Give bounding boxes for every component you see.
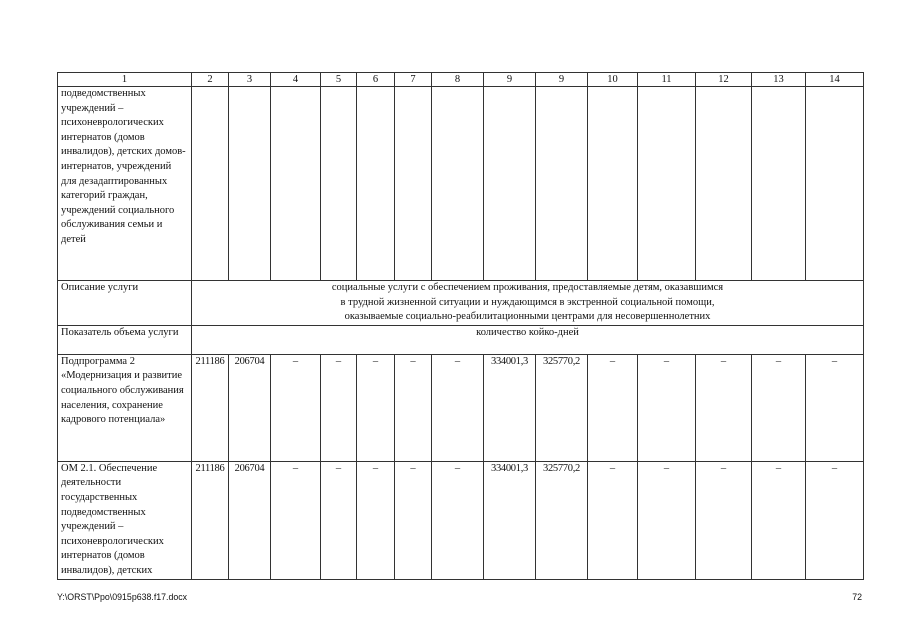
value-cell: – [752, 461, 806, 579]
row-label: подведомственных учреждений – психоневрологических интернатов (домов инвалидов), детских домов-интернатов, учреждений для дезадаптированных категорий граждан, учреждений социального обслуживания семьи и детей [58, 87, 192, 281]
row-label: Описание услуги [58, 281, 192, 326]
value-cell: 206704 [229, 461, 271, 579]
table-row [58, 354, 864, 461]
value-cell: – [806, 461, 864, 579]
row-label: Показатель объема услуги [58, 325, 192, 354]
value-cell: – [588, 461, 638, 579]
service-description [192, 281, 864, 326]
header-cell: 6 [357, 73, 395, 87]
value-cell: – [638, 354, 696, 461]
header-cell: 10 [588, 73, 638, 87]
value-cell: – [638, 461, 696, 579]
header-cell: 2 [192, 73, 229, 87]
header-cell: 13 [752, 73, 806, 87]
header-cell: 11 [638, 73, 696, 87]
header-cell: 8 [432, 73, 484, 87]
value-cell: – [357, 461, 395, 579]
header-cell: 1 [58, 73, 192, 87]
value-cell: – [321, 461, 357, 579]
data-table [57, 72, 864, 580]
header-cell: 12 [696, 73, 752, 87]
header-cell: 5 [321, 73, 357, 87]
value-cell: – [271, 354, 321, 461]
table-row [58, 325, 864, 354]
value-cell: 211186 [192, 461, 229, 579]
table-row [58, 461, 864, 579]
table-row [58, 281, 864, 326]
value-cell: 325770,2 [536, 461, 588, 579]
value-cell: – [321, 354, 357, 461]
page-number: 72 [852, 592, 862, 602]
footer-file-path: Y:\ORST\Ppo\0915p638.f17.docx [57, 592, 188, 602]
value-cell: 206704 [229, 354, 271, 461]
value-cell: – [357, 354, 395, 461]
table-row [58, 87, 864, 281]
header-cell: 4 [271, 73, 321, 87]
value-cell: – [395, 354, 432, 461]
value-cell: – [432, 354, 484, 461]
value-cell: – [271, 461, 321, 579]
value-cell: – [806, 354, 864, 461]
header-cell: 3 [229, 73, 271, 87]
value-cell: 334001,3 [484, 354, 536, 461]
value-cell: – [395, 461, 432, 579]
description-line: оказываемые социально-реабилитационными центрами для несовершеннолетних [344, 311, 711, 323]
value-cell: – [432, 461, 484, 579]
value-cell: – [696, 354, 752, 461]
header-cell: 14 [806, 73, 864, 87]
value-cell: – [696, 461, 752, 579]
header-cell: 9 [536, 73, 588, 87]
volume-indicator: количество койко-дней [192, 325, 864, 354]
header-cell: 9 [484, 73, 536, 87]
value-cell: – [752, 354, 806, 461]
value-cell: – [588, 354, 638, 461]
description-line: социальные услуги с обеспечением проживания, предоставляемые детям, оказавшимся [331, 282, 724, 293]
value-cell: 325770,2 [536, 354, 588, 461]
description-line: в трудной жизненной ситуации и нуждающимся в экстренной социальной помощи, [340, 296, 715, 308]
row-label: ОМ 2.1. Обеспечение деятельности государственных подведомственных учреждений – психоневрологических интернатов (домов инвалидов), детских [58, 461, 192, 579]
row-label: Подпрограмма 2 «Модернизация и развитие социального обслуживания населения, сохранение кадрового потенциала» [58, 354, 192, 461]
header-row [58, 73, 864, 87]
value-cell: 334001,3 [484, 461, 536, 579]
value-cell: 211186 [192, 354, 229, 461]
header-cell: 7 [395, 73, 432, 87]
